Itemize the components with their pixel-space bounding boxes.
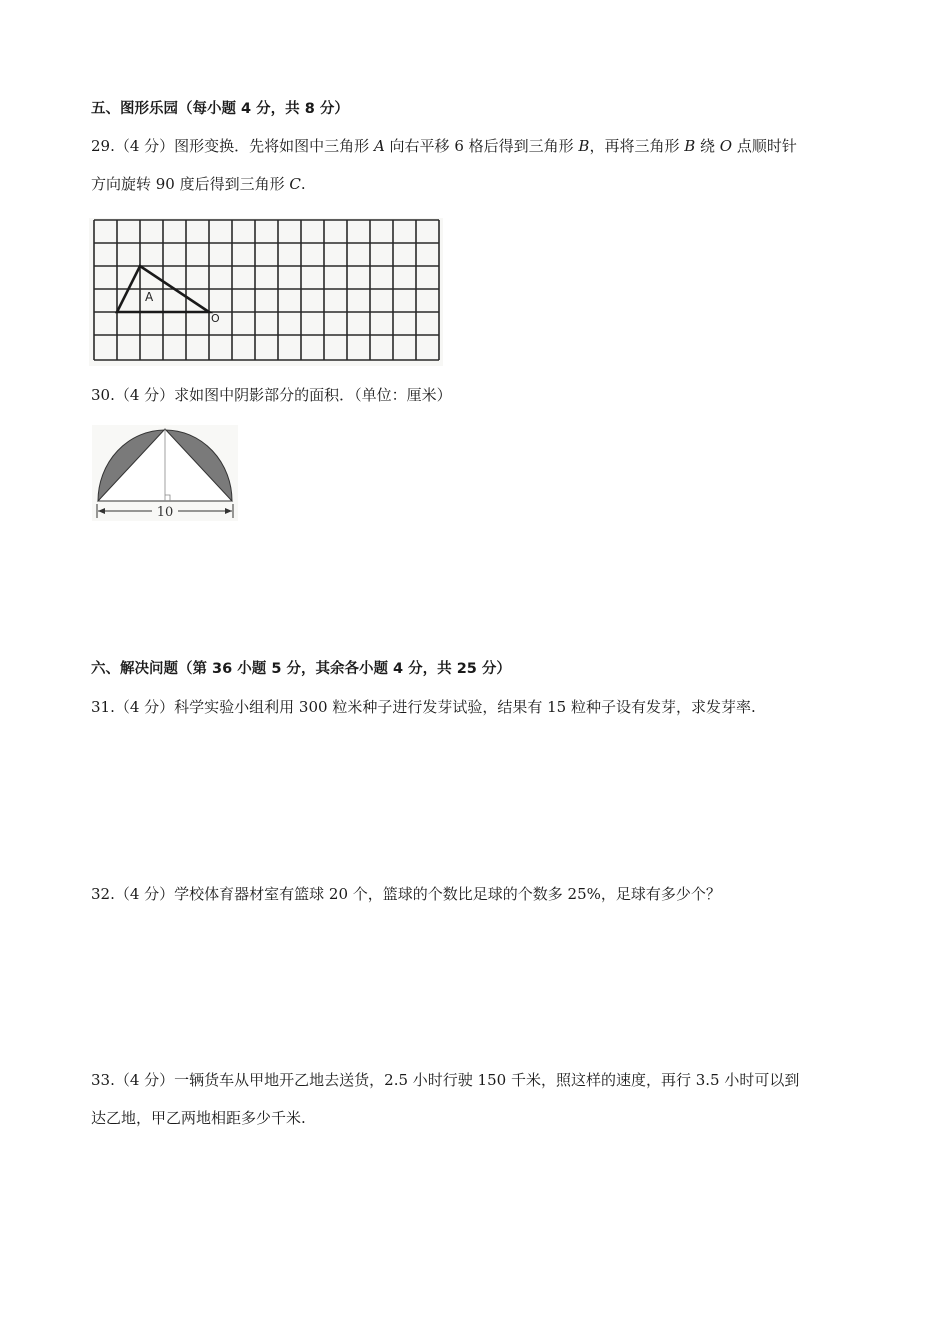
- q29-var-b2: B: [684, 137, 696, 155]
- triangle-a-label: A: [145, 290, 154, 304]
- point-o-label: O: [211, 312, 220, 325]
- q29-text-6: 方向旋转 90 度后得到三角形: [91, 175, 290, 193]
- q29-var-b: B: [578, 137, 590, 155]
- q29-var-a: A: [373, 137, 385, 155]
- q29-text-3: ，再将三角形: [589, 137, 685, 155]
- q29-text-7: .: [300, 175, 306, 193]
- section-6-title: 六、解决问题（第 36 小题 5 分，其余各小题 4 分，共 25 分）: [91, 661, 511, 677]
- q29-var-o: O: [719, 137, 733, 155]
- question-33-line-2: 达乙地，甲乙两地相距多少千米.: [91, 1109, 306, 1127]
- q29-var-c: C: [289, 175, 301, 193]
- grid-figure: [89, 218, 443, 366]
- semicircle-figure: [92, 425, 238, 521]
- q29-text-1: 29.（4 分）图形变换．先将如图中三角形: [91, 137, 374, 155]
- question-33-line-1: 33.（4 分）一辆货车从甲地开乙地去送货，2.5 小时行驶 150 千米，照这样的速度，再行 3.5 小时可以到: [91, 1071, 800, 1089]
- question-29-line-2: [91, 174, 306, 194]
- q29-text-4: 绕: [695, 137, 720, 155]
- question-29-line-1: [91, 136, 797, 156]
- dimension-label: 10: [156, 505, 174, 520]
- question-32: 32.（4 分）学校体育器材室有篮球 20 个，篮球的个数比足球的个数多 25%，足球有多少个？: [91, 885, 721, 903]
- question-31: 31.（4 分）科学实验小组利用 300 粒米种子进行发芽试验，结果有 15 粒种子设有发芽，求发芽率.: [91, 698, 756, 716]
- q29-text-2: 向右平移 6 格后得到三角形: [384, 137, 579, 155]
- q29-text-5: 点顺时针: [732, 137, 797, 155]
- question-30: 30.（4 分）求如图中阴影部分的面积．（单位：厘米）: [91, 386, 452, 404]
- grid-background: [89, 218, 443, 366]
- section-5-title: 五、图形乐园（每小题 4 分，共 8 分）: [91, 101, 349, 117]
